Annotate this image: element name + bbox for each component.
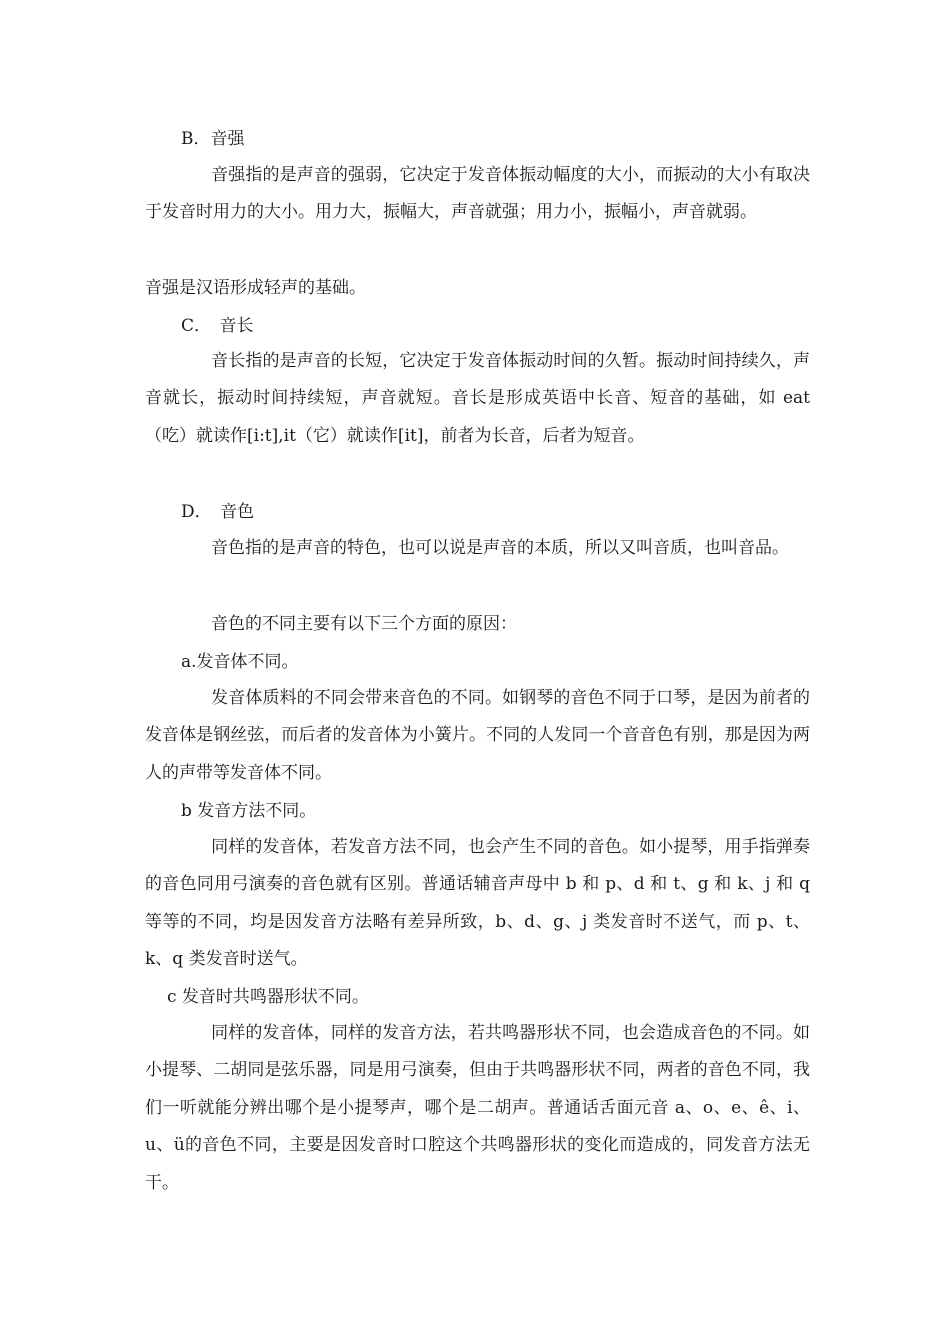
- subheading-a: a.发音体不同。: [181, 652, 299, 672]
- paragraph-c-1: 音长指的是声音的长短，它决定于发音体振动时间的久暂。振动时间持续久，声音就长，振动时间持续短，声音就短。音长是形成英语中长音、短音的基础，如 eat（吃）就读作[i:t],it（它）就读作[it]，前者为长音，后者为短音。: [145, 351, 810, 446]
- subheading-b: b 发音方法不同。: [181, 801, 317, 821]
- subheading-c: c 发音时共鸣器形状不同。: [167, 987, 369, 1007]
- paragraph-b-method: 同样的发音体，若发音方法不同，也会产生不同的音色。如小提琴，用手指弹奏的音色同用弓演奏的音色就有区别。普通话辅音声母中 b 和 p、d 和 t、g 和 k、j 和 q 等等的不同，均是因发音方法略有差异所致，b、d、g、j 类发音时不送气，而 p、t、k、q 类发音时送气。: [145, 837, 810, 970]
- paragraph-d-1: 音色指的是声音的特色，也可以说是声音的本质，所以又叫音质，也叫音品。: [211, 538, 789, 558]
- paragraph-b-1: 音强指的是声音的强弱，它决定于发音体振动幅度的大小，而振动的大小有取决于发音时用力的大小。用力大，振幅大，声音就强；用力小，振幅小，声音就弱。: [145, 165, 810, 223]
- paragraph-a: 发音体质料的不同会带来音色的不同。如钢琴的音色不同于口琴，是因为前者的发音体是钢丝弦，而后者的发音体为小簧片。不同的人发同一个音音色有别，那是因为两人的声带等发音体不同。: [145, 688, 810, 783]
- paragraph-b-2: 音强是汉语形成轻声的基础。: [145, 278, 366, 298]
- heading-d: D． 音色: [181, 502, 255, 522]
- paragraph-c-resonator: 同样的发音体，同样的发音方法，若共鸣器形状不同，也会造成音色的不同。如小提琴、二胡同是弦乐器，同是用弓演奏，但由于共鸣器形状不同，两者的音色不同，我们一听就能分辨出哪个是小提琴声，哪个是二胡声。普通话舌面元音 a、o、e、ê、i、u、ü的音色不同，主要是因发音时口腔这个共鸣器形状的变化而造成的，同发音方法无干。: [145, 1023, 810, 1193]
- heading-b: B．音强: [181, 129, 245, 149]
- paragraph-d-2: 音色的不同主要有以下三个方面的原因：: [211, 614, 517, 634]
- heading-c: C． 音长: [181, 316, 254, 336]
